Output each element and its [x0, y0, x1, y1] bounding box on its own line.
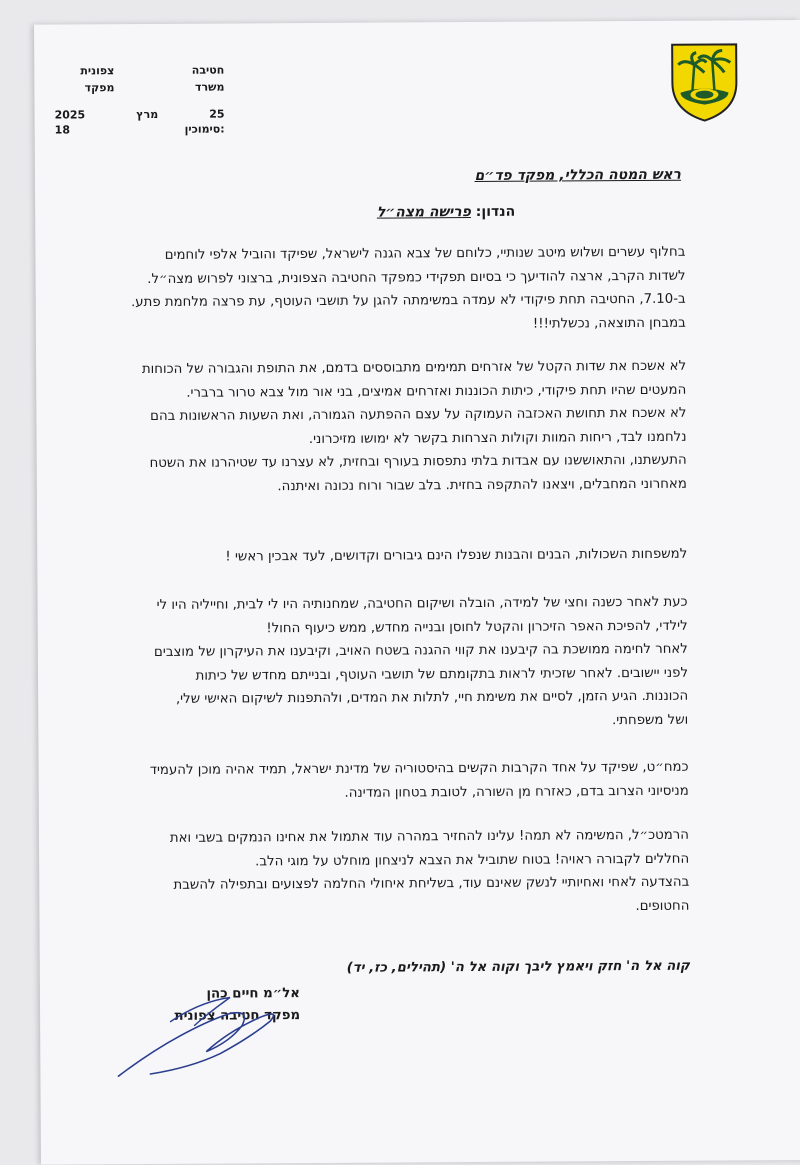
text-line: כעת לאחר כשנה וחצי של למידה, הובלה ושיקום החטיבה, שמחנותיה היו לי לבית, וחייליה היו לי: [156, 594, 688, 613]
paragraph-6: [49, 824, 690, 922]
reference-label: סימוכין:: [184, 122, 225, 136]
text-line: בחלוף עשרים ושלוש מיטב שנותיי, כלוחם של צבא הגנה לישראל, שפיקד והוביל אלפי לוחמים: [164, 244, 686, 263]
text-line: הכוננות. הגיע הזמן, לסיים את משימת חיי, לתלות את המדים, ולהתפנות לשיקום האישי שלי,: [175, 688, 689, 707]
text-line: לא אשכח את שדות הקטל של אזרחים תמימים מתבוססים בדמם, את התופת והגבורה של הכוחות: [141, 358, 687, 378]
header-unit-line2: משרד: [194, 80, 225, 94]
subject-label: הנדון:: [475, 203, 516, 220]
text-line: לפני יישובים. לאחר שזכיתי לראות בתקומתם של תושבי העוטף, ובנייתם מחדש של כיתות: [195, 665, 689, 684]
text-line: הרמטכ״ל, המשימה לא תמה! עלינו להחזיר במהרה עוד אתמול את אחינו הנמקים בשבי ואת: [169, 827, 690, 846]
brigade-emblem-icon: [670, 42, 738, 122]
addressee-line: ראש המטה הכללי, מפקד פד״ם: [474, 166, 681, 184]
date-month: מרץ: [136, 107, 159, 122]
text-line: ושל משפחתי.: [612, 712, 689, 728]
letter-sheet: [34, 20, 800, 1165]
header-unit-line1: חטיבה: [191, 63, 225, 77]
text-line: לאחר לחימה ממושכת בה קיבענו את קווי ההגנה בשטח האויב, וקיבענו את העיקרון של מוצבים: [153, 641, 688, 660]
text-line: לא אשכח את תחושת האכזבה העמוקה על עצם ההפתעה הגמורה, ואת השעות הראשונות בהם: [150, 405, 687, 424]
header-reference: [55, 121, 225, 139]
text-line: מניסיוני הצרוב בדם, כאזרח מן השורה, לטובת בטחון המדינה.: [344, 783, 689, 801]
handwritten-signature: [110, 991, 291, 1082]
header-unit-right2: מפקד: [84, 81, 115, 95]
paragraph-3: [47, 543, 687, 570]
text-line: המעטים שהיו תחת פיקודי, כיתות הכוננות ואזרחים אמיצים, בני אור מול צבא טרור ברברי.: [186, 382, 687, 401]
paragraph-5: [49, 756, 689, 807]
date-day: 25: [209, 107, 225, 121]
text-line: התעשתנו, והתאוששנו עם אבדות בלתי נתפסות בעורף ובחזית, לא עצרנו עד שטיהרנו את השטח: [149, 452, 687, 471]
signer-title: מפקד חטיבה צפונית: [174, 1008, 301, 1024]
text-line: במבחן התוצאה, נכשלתי!!!: [532, 315, 686, 332]
text-line: כמח״ט, שפיקד על אחד הקרבות הקשים בהיסטוריה של מדינת ישראל, תמיד אהיה מוכן להעמיד: [149, 759, 689, 778]
header-unit-block: [134, 62, 224, 97]
date-year: 2025: [54, 108, 86, 122]
subject-value: פרישה מצה״ל: [376, 204, 471, 221]
text-line: החללים לקבורה ראויה! בטוח שתוביל את הצבא לניצחון מוחלט על מוגי הלב.: [255, 851, 690, 869]
text-line: בהצדעה לאחי ואחיותיי לנשק שאינם עוד, בשליחת איחולי החלמה לפצועים ובתפילה להשבת: [173, 874, 690, 893]
paragraph-4: [47, 591, 688, 736]
header-unit-right1: צפונית: [80, 64, 115, 78]
text-line: מאחרוני המחבלים, ויצאנו להתקפה בחזית. בלב שבור ורוח נכונה ואיתנה.: [277, 476, 687, 494]
text-line: לשדות הקרב, ארצה להודיעך כי בסיום תפקידי כמפקד החטיבה הצפונית, ברצוני לפרוש מצה״ל.: [147, 268, 686, 287]
text-line: החטופים.: [635, 898, 690, 914]
text-line: נלחמנו לבד, ריחות המוות וקולות הצרחות בקשר לא ימושו מזיכרוני.: [308, 429, 687, 447]
reference-value: 18: [54, 123, 71, 137]
signer-name: אל״מ חיים כהן: [206, 986, 300, 1002]
paragraph-1: [45, 241, 686, 339]
subject-line: [377, 204, 515, 221]
closing-quote: קוה אל ה' חזק ויאמץ ליבך וקוה אל ה' (תהילים, כז, יד): [346, 958, 690, 976]
text-line: למשפחות השכולות, הבנים והבנות שנפלו הינם גיבורים וקדושים, לעד אבכין ראשי !: [225, 546, 688, 565]
text-line: לילדי, להפיכת האפר הזיכרון והקטל לחוסן ובנייה מחדש, ממש כיעוף החול!: [266, 618, 688, 636]
paragraph-2: [46, 355, 687, 500]
header-unit-block-2: [54, 62, 114, 96]
text-line: ב-7.10, החטיבה תחת פיקודי לא עמדה במשימתה להגן על תושבי העוטף, עת פרצה מלחמת פתע.: [131, 291, 686, 311]
